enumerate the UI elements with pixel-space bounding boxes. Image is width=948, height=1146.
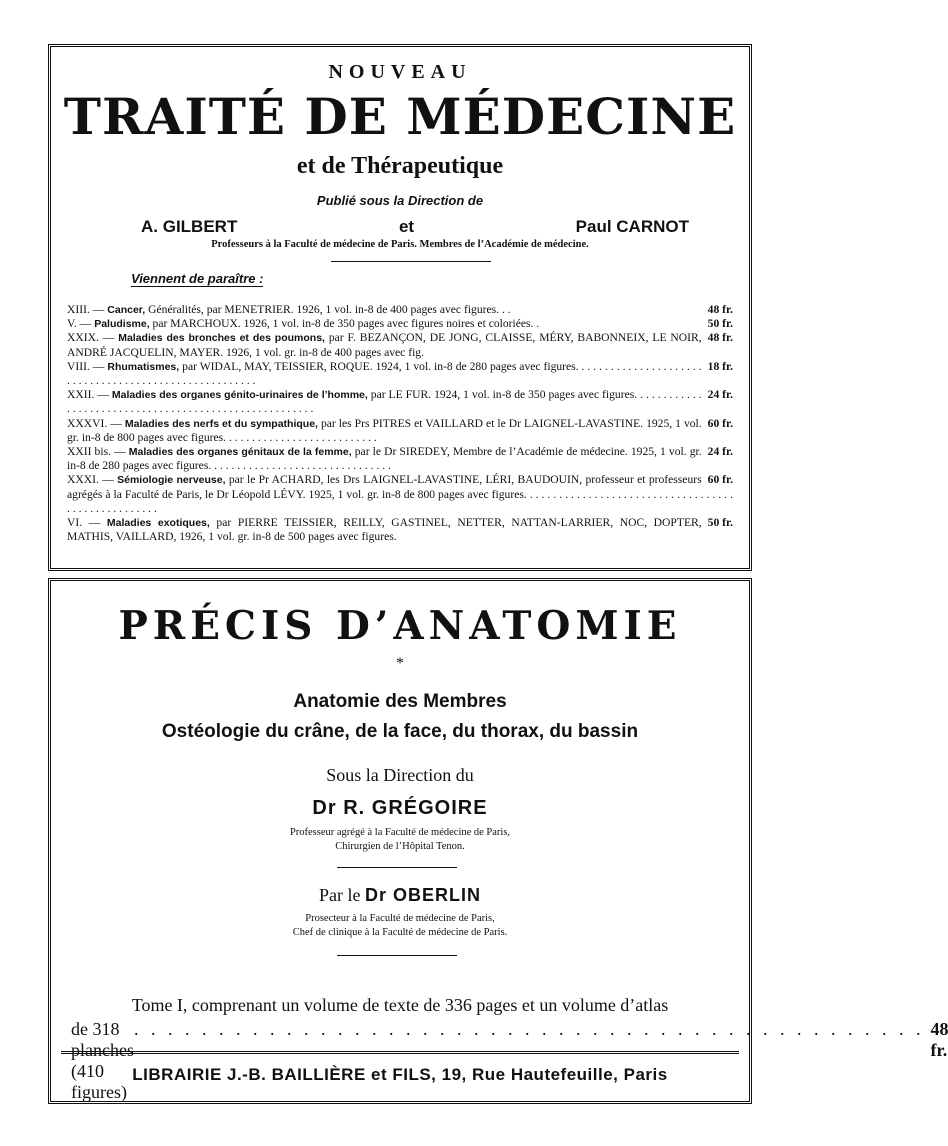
- publisher-line: LIBRAIRIE J.-B. BAILLIÈRE et FILS, 19, Rue Hautefeuille, Paris: [132, 1065, 668, 1084]
- volume-subject: Ostéologie du crâne, de la face, du thorax, du bassin: [161, 721, 639, 742]
- list-item: 60 fr. XXXVI. — Maladies des nerfs et du sympathique, par les Prs PITRES et VAILLARD et le Dr LAIGNEL-LAVASTINE. 1925, 1 vol. gr. in-8 de 800 pages avec figures. . . . . . . . . . . . . . . . . . . . . . . . . . .: [67, 416, 733, 444]
- precis-title: PRÉCIS D’ANATOMIE: [118, 603, 682, 649]
- director-title-2: Chirurgien de l’Hôpital Tenon.: [335, 841, 465, 852]
- tome-description: Tome I, comprenant un volume de texte de 336 pages et un volume d’atlas: [131, 995, 669, 1015]
- author-title-2: Chef de clinique à la Faculté de médecine de Paris.: [292, 927, 508, 938]
- tome-price-line: de 318 planches (410 figures) . . . . . . . . . . . . . . . . . . . . . . . . . . . . . . . . . . . . . . . . . . . . . . . 48 fr.: [71, 1019, 948, 1102]
- author-title-1: Prosecteur à la Faculté de médecine de Paris,: [305, 913, 495, 924]
- director-name: Dr R. GRÉGOIRE: [312, 797, 488, 819]
- tome-price: 48 fr.: [930, 1019, 948, 1060]
- list-item: 48 fr. XXIX. — Maladies des bronches et des poumons, par F. BEZANÇON, DE JONG, CLAISSE, MÉRY, BABONNEIX, LE NOIR, ANDRÉ JACQUELIN, MAYER. 1926, 1 vol. gr. in-8 de 400 pages avec fig.: [67, 331, 733, 359]
- professors-note: Professeurs à la Faculté de médecine de Paris. Membres de l’Académie de médecine.: [211, 239, 589, 250]
- star-ornament: *: [396, 655, 404, 672]
- author-line: Par le Dr OBERLIN: [319, 885, 481, 905]
- director-and: et: [398, 217, 415, 236]
- directors-line: [141, 217, 689, 237]
- director-title-1: Professeur agrégé à la Faculté de médecine de Paris,: [289, 827, 511, 838]
- section-heading: Viennent de paraître :: [131, 271, 264, 286]
- list-item: 50 fr. V. — Paludisme, par MARCHOUX. 1926, 1 vol. in-8 de 350 pages avec figures noires et coloriées. .: [67, 317, 733, 331]
- divider: [337, 955, 457, 956]
- direction-line: Sous la Direction du: [326, 765, 474, 785]
- divider: [337, 867, 457, 868]
- volume-list: [67, 303, 733, 544]
- published-under: Publié sous la Direction de: [316, 193, 484, 208]
- precis-anatomie-advertisement: [48, 578, 948, 1104]
- list-item: 60 fr. XXXI. — Sémiologie nerveuse, par le Pr ACHARD, les Drs LAIGNEL-LAVASTINE, LÉRI, BAUDOUIN, professeur et professeurs agrégés à la Faculté de Paris, le Dr Léopold LÉVY. 1925, 1 vol. gr. in-8 de 800 pages avec figures. . . . . . . . . . . . . . . . . . . . . . . . . . . . . . . . . . . . . . . . . . . . . . . . . . . .: [67, 473, 733, 515]
- divider: [331, 261, 491, 262]
- director-left: A. GILBERT: [141, 217, 238, 236]
- list-item: 18 fr. VIII. — Rhumatismes, par WIDAL, MAY, TEISSIER, ROQUE. 1924, 1 vol. in-8 de 280 pages avec figures. . . . . . . . . . . . . . . . . . . . . . . . . . . . . . . . . . . . . . . . . . . . . . . . . . . . . . .: [67, 359, 733, 388]
- main-title: TRAITÉ DE MÉDECINE: [63, 87, 737, 146]
- volume-title: Anatomie des Membres: [293, 691, 507, 712]
- director-right: Paul CARNOT: [575, 217, 689, 236]
- list-item: 50 fr. VI. — Maladies exotiques, par PIERRE TEISSIER, REILLY, GASTINEL, NETTER, NATTAN-LARRIER, NOC, DOPTER, MATHIS, VAILLARD, 1926, 1 vol. gr. in-8 de 500 pages avec figures.: [67, 516, 733, 544]
- subtitle: et de Thérapeutique: [296, 153, 504, 179]
- list-item: 48 fr. XIII. — Cancer, Généralités, par MENETRIER. 1926, 1 vol. in-8 de 400 pages avec figures. . .: [67, 303, 733, 316]
- traite-medecine-advertisement: [48, 44, 752, 571]
- double-divider: [61, 1051, 739, 1054]
- kicker: NOUVEAU: [328, 61, 472, 83]
- author-name: Dr OBERLIN: [364, 885, 481, 905]
- list-item: 24 fr. XXII bis. — Maladies des organes génitaux de la femme, par le Dr SIREDEY, Membre de l’Académie de médecine. 1925, 1 vol. gr. in-8 de 280 pages avec figures. . . . . . . . . . . . . . . . . . . . . . . . . . . . . . . .: [67, 445, 733, 473]
- list-item: 24 fr. XXII. — Maladies des organes génito-urinaires de l’homme, par LE FUR. 1924, 1 vol. in-8 de 350 pages avec figures. . . . . . . . . . . . . . . . . . . . . . . . . . . . . . . . . . . . . . . . . . . . . . . . . . . . . . .: [67, 388, 733, 416]
